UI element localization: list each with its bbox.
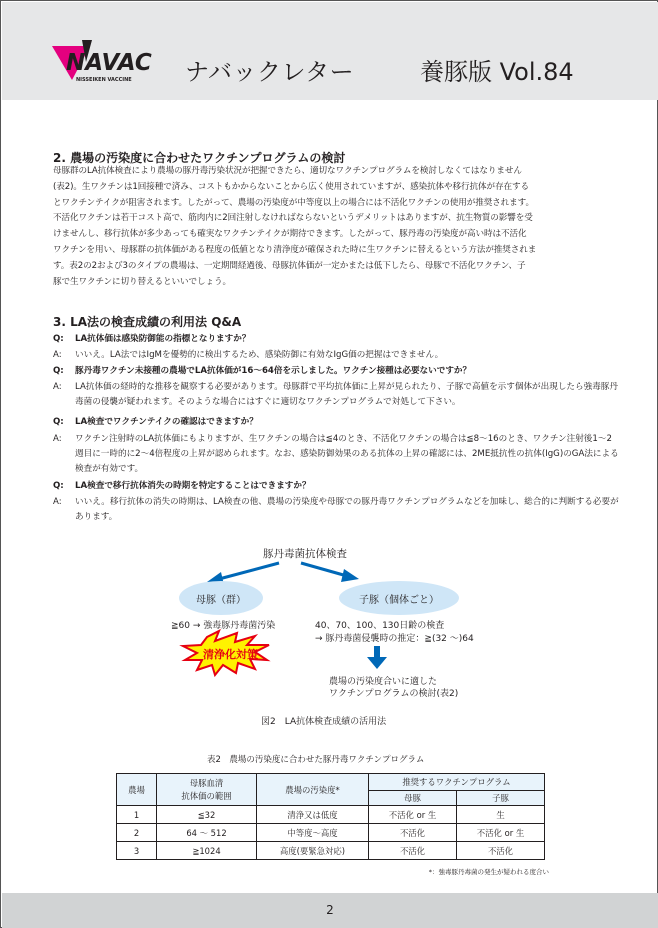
sow-group-oval (179, 581, 263, 615)
cell-piglet: 不活化 or 生 (457, 824, 545, 842)
body-line: 豚で生ワクチンに切り替えるといいでしょう。 (53, 276, 231, 287)
qa-mark: A: (53, 497, 62, 507)
navac-logo (52, 40, 182, 100)
cell-sow: 不活化 (369, 842, 457, 860)
qa-mark: Q: (53, 334, 64, 344)
table-footnote: *：強毒豚丹毒菌の発生が疑われる度合い (428, 868, 549, 876)
qa-text: LA検査で移行抗体消失の時期を特定することはできますか？ (75, 481, 311, 491)
qa-text: いいえ。移行抗体の消失の時期は、LA検査の他、農場の汚染度や母豚での豚丹毒ワクチンプログラムなどを加味し、総合的に判断する必要があります。 (75, 497, 619, 522)
col-header-sow: 母豚 (369, 791, 457, 806)
cell-farm: 2 (117, 824, 157, 842)
svg-text:NISSEIKEN VACCINE: NISSEIKEN VACCINE (76, 77, 132, 83)
piglet-label: 子豚（個体ごと） (359, 594, 439, 606)
qa-mark: Q: (53, 417, 64, 427)
qa-question (53, 415, 619, 430)
cell-titer: 64 ～ 512 (157, 824, 257, 842)
table-row (117, 806, 545, 824)
table-caption: 表2 農場の汚染度に合わせた豚丹毒ワクチンプログラム (207, 755, 425, 765)
result-line-2: ワクチンプログラムの検討(表2) (329, 689, 459, 699)
header-bar (2, 2, 658, 100)
qa-text: LA抗体価の経時的な推移を観察する必要があります。母豚群で平均抗体価に上昇が見られたり、子豚で高値を示す個体が出現したら強毒豚丹毒菌の侵襲が疑われます。そのような場合にはすぐに適切なワクチンプログラムで対処して下さい。 (75, 382, 618, 407)
qa-mark: A: (53, 350, 62, 360)
qa-mark: Q: (53, 366, 64, 376)
body-line: 不活化ワクチンは若干コスト高で、筋肉内に2回注射しなければならないというデメリットはありますが、抗生物質の影響を受 (53, 213, 533, 224)
piglet-estimate: → 豚丹毒菌侵襲時の推定：≧(32 ～)64 (315, 634, 474, 644)
body-line: (表2)。生ワクチンは1回接種で済み、コストもかからないことから広く使用されていますが、感染抗体や移行抗体が存在する (53, 181, 529, 192)
cell-contamination: 高度(要緊急対応) (257, 842, 369, 860)
cell-piglet: 不活化 (457, 842, 545, 860)
cell-titer: ≦32 (157, 806, 257, 824)
piglet-test-ages: 40、70、100、130日齢の検査 (315, 621, 445, 631)
figure-top-label: 豚丹毒菌抗体検査 (263, 548, 347, 560)
qa-mark: A: (53, 434, 62, 444)
qa-mark: Q: (53, 481, 64, 491)
cell-sow: 不活化 (369, 824, 457, 842)
table-row (117, 824, 545, 842)
result-line-1: 農場の汚染度合いに適した (329, 677, 438, 687)
newsletter-title: ナバックレター (185, 58, 355, 86)
col-header-recommended: 推奨するワクチンプログラム (369, 774, 545, 791)
body-line: とワクチンテイクが阻害されます。したがって、農場の汚染度が中等度以上の場合には不活化ワクチンの使用が推奨されます。 (53, 197, 534, 208)
qa-text: LA検査でワクチンテイクの確認はできますか？ (75, 417, 258, 427)
body-line: 母豚群のLA抗体検査により農場の豚丹毒汚染状況が把握できたら、適切なワクチンプログラムを検討しなくてはなりません (53, 166, 522, 176)
qa-text: LA抗体価は感染防御能の指標となりますか？ (75, 334, 251, 344)
qa-question (53, 479, 619, 494)
section-2-body (53, 164, 617, 290)
section-3-title: 3. LA法の検査成績の利用法 Q&A (53, 315, 242, 329)
col-header-contamination: 農場の汚染度* (257, 774, 369, 806)
cell-piglet: 生 (457, 806, 545, 824)
qa-text: いいえ。LA法ではIgMを優勢的に検出するため、感染防御に有効なIgG価の把握はできません。 (75, 350, 444, 360)
cell-contamination: 中等度～高度 (257, 824, 369, 842)
qa-question (53, 332, 619, 347)
qa-answer (53, 348, 619, 363)
section-2-title: 2. 農場の汚染度に合わせたワクチンプログラムの検討 (53, 151, 346, 165)
table-row (117, 842, 545, 860)
cell-titer: ≧1024 (157, 842, 257, 860)
qa-answer (53, 380, 619, 410)
table-header-row (117, 774, 545, 791)
svg-text:NAVAC: NAVAC (66, 50, 152, 76)
cell-sow: 不活化 or 生 (369, 806, 457, 824)
qa-mark: A: (53, 382, 62, 392)
figure-caption: 図2 LA抗体検査成績の活用法 (261, 717, 387, 727)
body-line: けませんし、移行抗体が多少あっても確実なワクチンテイクが期待できます。したがって、豚丹毒の汚染度が高い時は不活化 (53, 229, 527, 240)
qa-text: ワクチン注射時のLA抗体価にもよりますが、生ワクチンの場合は≦4のとき、不活化ワクチンの場合は≦8～16のとき、ワクチン注射後1～2週目に一時的に2～4倍程度の上昇が認められます。なお、感染防御効果のある抗体の上昇の確認には、2ME抵抗性の抗体(IgG)のGA法による検査が有効です。 (75, 434, 619, 474)
newsletter-edition: 養豚版 Vol.84 (420, 58, 574, 86)
footer-bar (2, 893, 658, 928)
figure-2 (1, 541, 658, 741)
sow-label: 母豚（群） (196, 594, 246, 606)
cell-farm: 1 (117, 806, 157, 824)
sow-result: ≧60 → 強毒豚丹毒菌汚染 (171, 621, 276, 631)
qa-answer (53, 432, 619, 477)
qa-answer (53, 495, 619, 525)
vaccine-program-table (116, 773, 545, 860)
col-header-titer: 母豚血清 抗体価の範囲 (157, 774, 257, 806)
qa-text: 豚丹毒ワクチン未接種の農場でLA抗体価が16～64倍を示しました。ワクチン接種は必要ないですか？ (75, 366, 472, 376)
col-header-piglet: 子豚 (457, 791, 545, 806)
starburst-label: 清浄化対策 (203, 648, 258, 661)
body-line: す。表2の2および3のタイプの農場は、一定期間経過後、母豚抗体価が一定かまたは低下したら、母豚で不活化ワクチン、子 (53, 260, 526, 271)
page-number: 2 (326, 903, 334, 917)
piglet-oval (339, 581, 459, 615)
cell-farm: 3 (117, 842, 157, 860)
col-header-farm: 農場 (117, 774, 157, 806)
cell-contamination: 清浄又は低度 (257, 806, 369, 824)
body-line: ワクチンを用い、母豚群の抗体価がある程度の低値となり清浄度が確保された時に生ワクチンに替えるという方法が推奨されま (53, 244, 537, 255)
qa-question (53, 364, 619, 379)
